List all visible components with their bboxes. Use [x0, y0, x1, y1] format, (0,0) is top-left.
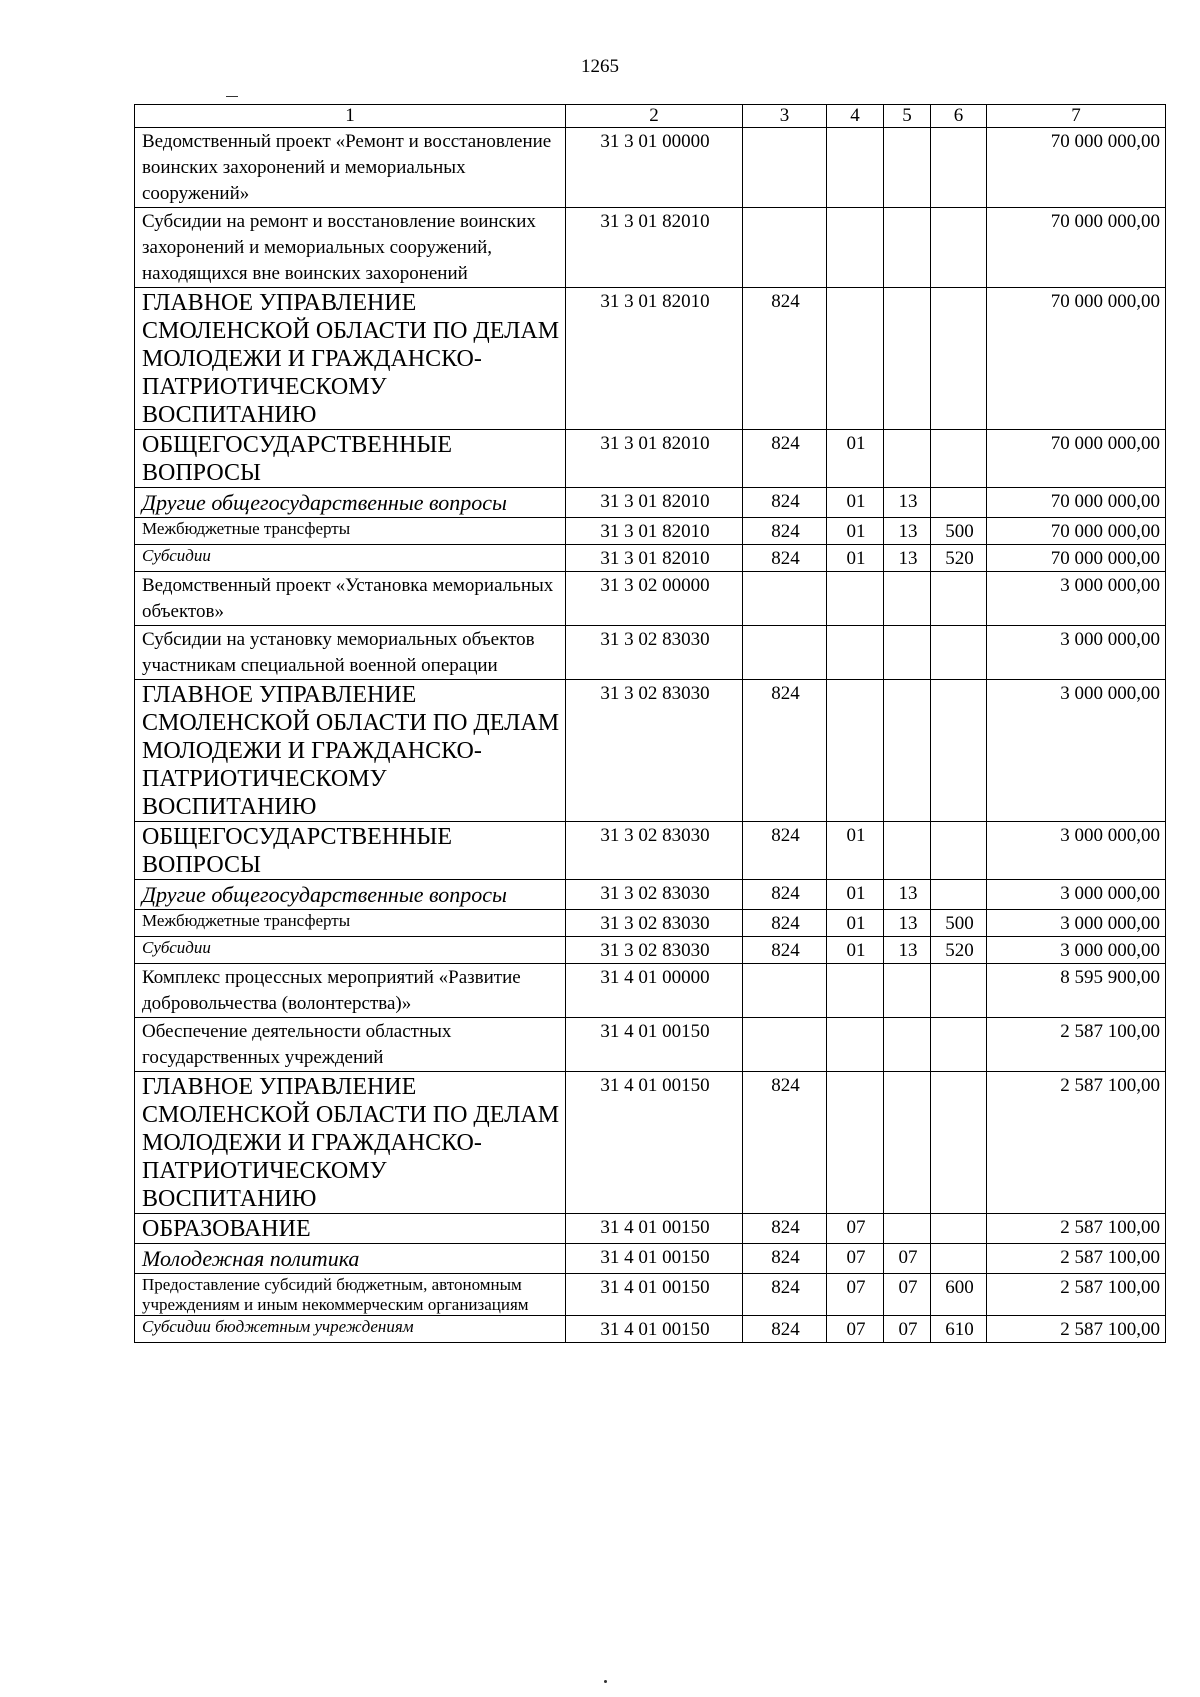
row-name: Субсидии на ремонт и восстановление воинских захоронений и мемориальных сооружений, находящихся вне воинских захоронений — [135, 208, 566, 288]
expense-type-code — [931, 208, 987, 288]
amount: 2 587 100,00 — [987, 1018, 1166, 1072]
amount: 2 587 100,00 — [987, 1072, 1166, 1214]
ministry-code — [743, 1018, 827, 1072]
table-row — [135, 430, 1166, 488]
expense-type-code — [931, 880, 987, 910]
expense-type-code: 520 — [931, 545, 987, 572]
amount: 3 000 000,00 — [987, 910, 1166, 937]
row-name: Комплекс процессных мероприятий «Развитие добровольчества (волонтерства)» — [135, 964, 566, 1018]
subsection-code — [884, 822, 931, 880]
target-article-code: 31 3 02 83030 — [566, 937, 743, 964]
section-code: 07 — [827, 1214, 884, 1244]
amount: 3 000 000,00 — [987, 626, 1166, 680]
subsection-code: 07 — [884, 1244, 931, 1274]
amount: 70 000 000,00 — [987, 545, 1166, 572]
ministry-code: 824 — [743, 1072, 827, 1214]
target-article-code: 31 3 01 82010 — [566, 488, 743, 518]
row-name: ОБРАЗОВАНИЕ — [135, 1214, 566, 1244]
section-code: 01 — [827, 822, 884, 880]
ministry-code: 824 — [743, 288, 827, 430]
expense-type-code — [931, 1018, 987, 1072]
subsection-code: 13 — [884, 545, 931, 572]
row-name: Межбюджетные трансферты — [135, 518, 566, 545]
row-name: ГЛАВНОЕ УПРАВЛЕНИЕ СМОЛЕНСКОЙ ОБЛАСТИ ПО ДЕЛАМ МОЛОДЕЖИ И ГРАЖДАНСКО-ПАТРИОТИЧЕСКОМУ ВОСПИТАНИЮ — [135, 288, 566, 430]
section-code: 01 — [827, 488, 884, 518]
target-article-code: 31 3 02 83030 — [566, 680, 743, 822]
amount: 8 595 900,00 — [987, 964, 1166, 1018]
ministry-code: 824 — [743, 680, 827, 822]
table-row — [135, 626, 1166, 680]
row-name: Обеспечение деятельности областных государственных учреждений — [135, 1018, 566, 1072]
ministry-code: 824 — [743, 910, 827, 937]
ministry-code: 824 — [743, 1244, 827, 1274]
ministry-code — [743, 626, 827, 680]
table-row — [135, 1018, 1166, 1072]
ministry-code — [743, 964, 827, 1018]
subsection-code: 13 — [884, 488, 931, 518]
row-name: ОБЩЕГОСУДАРСТВЕННЫЕ ВОПРОСЫ — [135, 822, 566, 880]
subsection-code — [884, 128, 931, 208]
section-code — [827, 572, 884, 626]
ministry-code: 824 — [743, 1316, 827, 1343]
expense-type-code — [931, 430, 987, 488]
budget-table — [134, 104, 1166, 1343]
subsection-code: 07 — [884, 1274, 931, 1316]
subsection-code — [884, 1018, 931, 1072]
amount: 3 000 000,00 — [987, 680, 1166, 822]
ministry-code: 824 — [743, 880, 827, 910]
amount: 2 587 100,00 — [987, 1316, 1166, 1343]
row-name: Субсидии — [135, 545, 566, 572]
target-article-code: 31 3 01 00000 — [566, 128, 743, 208]
amount: 3 000 000,00 — [987, 937, 1166, 964]
ministry-code — [743, 208, 827, 288]
subsection-code: 13 — [884, 880, 931, 910]
section-code — [827, 1072, 884, 1214]
row-name: ОБЩЕГОСУДАРСТВЕННЫЕ ВОПРОСЫ — [135, 430, 566, 488]
table-row — [135, 1274, 1166, 1316]
amount: 70 000 000,00 — [987, 488, 1166, 518]
subsection-code — [884, 288, 931, 430]
subsection-code — [884, 430, 931, 488]
expense-type-code — [931, 572, 987, 626]
page-number: 1265 — [581, 56, 619, 77]
section-code — [827, 288, 884, 430]
target-article-code: 31 4 01 00000 — [566, 964, 743, 1018]
table-row — [135, 910, 1166, 937]
section-code — [827, 208, 884, 288]
target-article-code: 31 3 01 82010 — [566, 288, 743, 430]
amount: 2 587 100,00 — [987, 1274, 1166, 1316]
amount: 70 000 000,00 — [987, 430, 1166, 488]
target-article-code: 31 3 02 83030 — [566, 822, 743, 880]
amount: 3 000 000,00 — [987, 880, 1166, 910]
row-name: ГЛАВНОЕ УПРАВЛЕНИЕ СМОЛЕНСКОЙ ОБЛАСТИ ПО ДЕЛАМ МОЛОДЕЖИ И ГРАЖДАНСКО-ПАТРИОТИЧЕСКОМУ ВОСПИТАНИЮ — [135, 680, 566, 822]
section-code — [827, 128, 884, 208]
row-name: Субсидии на установку мемориальных объектов участникам специальной военной операции — [135, 626, 566, 680]
table-row — [135, 1214, 1166, 1244]
table-row — [135, 288, 1166, 430]
subsection-code: 13 — [884, 937, 931, 964]
column-header: 5 — [884, 105, 931, 128]
subsection-code — [884, 964, 931, 1018]
ministry-code: 824 — [743, 822, 827, 880]
subsection-code: 13 — [884, 518, 931, 545]
ministry-code: 824 — [743, 545, 827, 572]
row-name: Молодежная политика — [135, 1244, 566, 1274]
amount: 3 000 000,00 — [987, 572, 1166, 626]
subsection-code: 07 — [884, 1316, 931, 1343]
target-article-code: 31 4 01 00150 — [566, 1244, 743, 1274]
expense-type-code — [931, 128, 987, 208]
section-code: 01 — [827, 518, 884, 545]
table-row — [135, 822, 1166, 880]
column-header: 4 — [827, 105, 884, 128]
amount: 70 000 000,00 — [987, 208, 1166, 288]
ministry-code: 824 — [743, 488, 827, 518]
column-header: 6 — [931, 105, 987, 128]
ministry-code: 824 — [743, 430, 827, 488]
table-row — [135, 964, 1166, 1018]
subsection-code — [884, 572, 931, 626]
table-row — [135, 488, 1166, 518]
scan-mark — [604, 1680, 607, 1683]
scan-mark — [226, 96, 238, 97]
section-code: 01 — [827, 880, 884, 910]
subsection-code — [884, 680, 931, 822]
target-article-code: 31 3 02 00000 — [566, 572, 743, 626]
ministry-code: 824 — [743, 1214, 827, 1244]
target-article-code: 31 4 01 00150 — [566, 1214, 743, 1244]
amount: 3 000 000,00 — [987, 822, 1166, 880]
ministry-code: 824 — [743, 518, 827, 545]
table-row — [135, 1316, 1166, 1343]
amount: 2 587 100,00 — [987, 1214, 1166, 1244]
target-article-code: 31 4 01 00150 — [566, 1274, 743, 1316]
expense-type-code — [931, 822, 987, 880]
ministry-code: 824 — [743, 937, 827, 964]
expense-type-code — [931, 964, 987, 1018]
target-article-code: 31 3 01 82010 — [566, 208, 743, 288]
row-name: Ведомственный проект «Ремонт и восстановление воинских захоронений и мемориальных сооружений» — [135, 128, 566, 208]
amount: 70 000 000,00 — [987, 128, 1166, 208]
expense-type-code — [931, 1214, 987, 1244]
row-name: Субсидии — [135, 937, 566, 964]
expense-type-code — [931, 288, 987, 430]
row-name: Субсидии бюджетным учреждениям — [135, 1316, 566, 1343]
target-article-code: 31 3 01 82010 — [566, 430, 743, 488]
expense-type-code — [931, 680, 987, 822]
row-name: Другие общегосударственные вопросы — [135, 488, 566, 518]
section-code — [827, 1018, 884, 1072]
table-row — [135, 208, 1166, 288]
expense-type-code: 600 — [931, 1274, 987, 1316]
table-row — [135, 518, 1166, 545]
subsection-code: 13 — [884, 910, 931, 937]
row-name: Межбюджетные трансферты — [135, 910, 566, 937]
section-code — [827, 964, 884, 1018]
target-article-code: 31 3 01 82010 — [566, 545, 743, 572]
target-article-code: 31 3 02 83030 — [566, 880, 743, 910]
amount: 70 000 000,00 — [987, 288, 1166, 430]
expense-type-code: 520 — [931, 937, 987, 964]
row-name: Другие общегосударственные вопросы — [135, 880, 566, 910]
subsection-code — [884, 208, 931, 288]
table-row — [135, 128, 1166, 208]
section-code: 07 — [827, 1274, 884, 1316]
column-header: 3 — [743, 105, 827, 128]
header-row — [135, 105, 1166, 128]
expense-type-code: 500 — [931, 518, 987, 545]
expense-type-code: 610 — [931, 1316, 987, 1343]
target-article-code: 31 3 02 83030 — [566, 910, 743, 937]
target-article-code: 31 3 01 82010 — [566, 518, 743, 545]
table-row — [135, 545, 1166, 572]
table-row — [135, 1244, 1166, 1274]
subsection-code — [884, 1214, 931, 1244]
ministry-code — [743, 572, 827, 626]
row-name: Ведомственный проект «Установка мемориальных объектов» — [135, 572, 566, 626]
ministry-code — [743, 128, 827, 208]
target-article-code: 31 3 02 83030 — [566, 626, 743, 680]
section-code: 01 — [827, 545, 884, 572]
expense-type-code: 500 — [931, 910, 987, 937]
table-row — [135, 572, 1166, 626]
column-header: 2 — [566, 105, 743, 128]
subsection-code — [884, 1072, 931, 1214]
section-code — [827, 626, 884, 680]
subsection-code — [884, 626, 931, 680]
table-body — [135, 128, 1166, 1343]
section-code — [827, 680, 884, 822]
expense-type-code — [931, 626, 987, 680]
section-code: 01 — [827, 937, 884, 964]
target-article-code: 31 4 01 00150 — [566, 1316, 743, 1343]
section-code: 01 — [827, 430, 884, 488]
section-code: 07 — [827, 1316, 884, 1343]
amount: 2 587 100,00 — [987, 1244, 1166, 1274]
table-row — [135, 880, 1166, 910]
expense-type-code — [931, 1244, 987, 1274]
column-header: 7 — [987, 105, 1166, 128]
table-row — [135, 1072, 1166, 1214]
row-name: ГЛАВНОЕ УПРАВЛЕНИЕ СМОЛЕНСКОЙ ОБЛАСТИ ПО ДЕЛАМ МОЛОДЕЖИ И ГРАЖДАНСКО-ПАТРИОТИЧЕСКОМУ ВОСПИТАНИЮ — [135, 1072, 566, 1214]
table-row — [135, 680, 1166, 822]
expense-type-code — [931, 1072, 987, 1214]
target-article-code: 31 4 01 00150 — [566, 1072, 743, 1214]
ministry-code: 824 — [743, 1274, 827, 1316]
amount: 70 000 000,00 — [987, 518, 1166, 545]
expense-type-code — [931, 488, 987, 518]
table-row — [135, 937, 1166, 964]
target-article-code: 31 4 01 00150 — [566, 1018, 743, 1072]
section-code: 07 — [827, 1244, 884, 1274]
section-code: 01 — [827, 910, 884, 937]
column-header: 1 — [135, 105, 566, 128]
row-name: Предоставление субсидий бюджетным, автономным учреждениям и иным некоммерческим организациям — [135, 1274, 566, 1316]
